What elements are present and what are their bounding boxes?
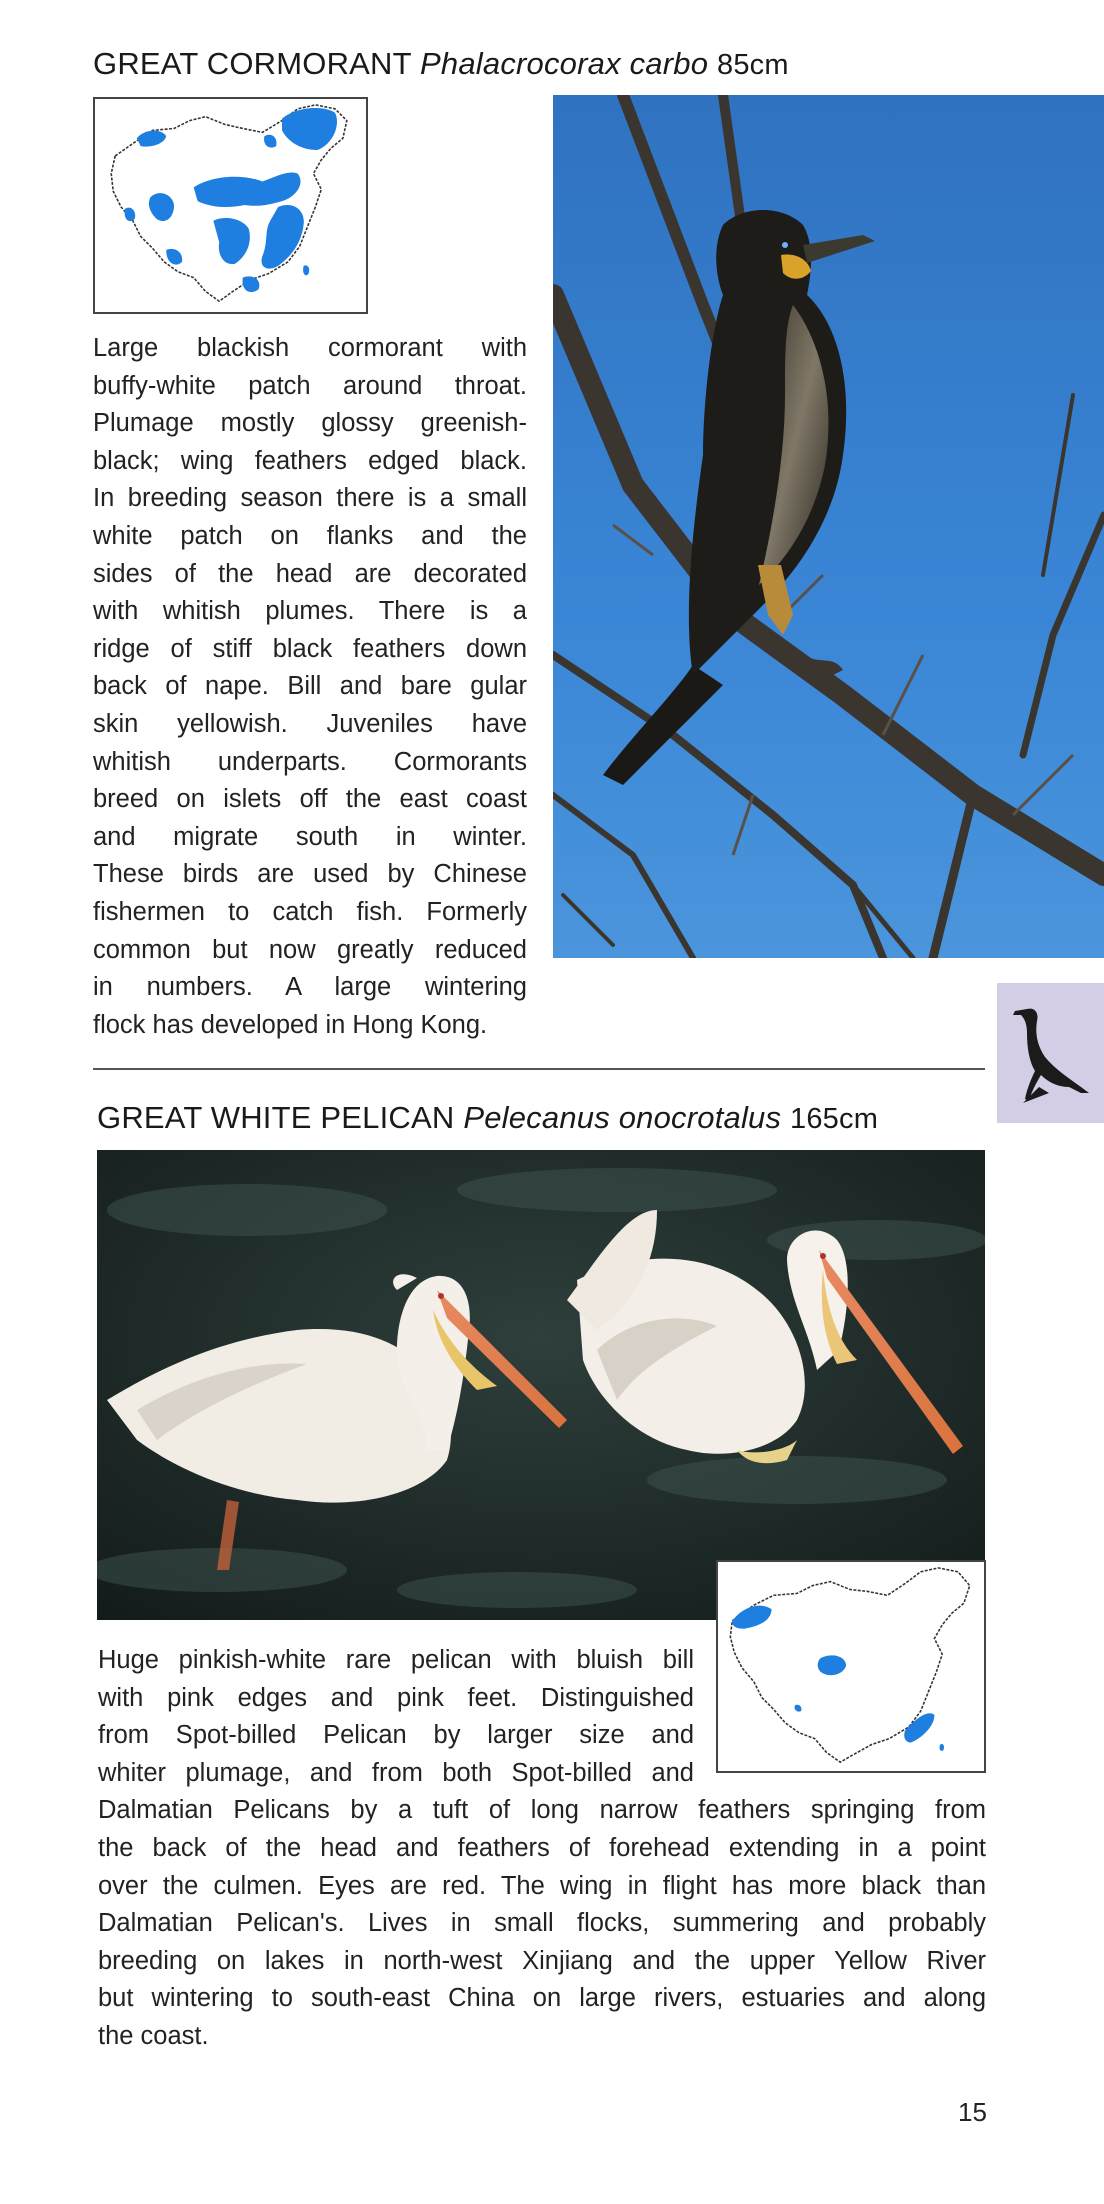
pelican-description-line: Dalmatian Pelicans by a tuft of long narrow feathers springing from — [98, 1796, 986, 1825]
china-map-cormorant — [95, 99, 366, 312]
two-pelicans-on-water-image — [97, 1150, 985, 1620]
cormorant-photo — [553, 95, 1104, 958]
cormorant-size: 85cm — [716, 49, 789, 81]
cormorant-description-line: back of nape. Bill and bare gular — [93, 672, 527, 701]
pelican-description-line: breeding on lakes in north-west Xinjiang and the upper Yellow River — [98, 1946, 986, 1975]
cormorant-description-line: sides of the head are decorated — [93, 559, 527, 588]
cormorant-description-line: black; wing feathers edged black. — [93, 446, 527, 475]
cormorant-description-line: whitish underparts. Cormorants — [93, 747, 527, 776]
pelican-description — [98, 1642, 986, 2056]
pelican-photo — [97, 1150, 985, 1620]
cormorant-description-line: white patch on flanks and the — [93, 521, 527, 550]
cormorant-description-line: These birds are used by Chinese — [93, 860, 527, 889]
pelican-description-line: with pink edges and pink feet. Distinguished — [98, 1683, 694, 1712]
pelican-size: 165cm — [790, 1103, 879, 1135]
cormorant-heading — [93, 46, 789, 82]
section-tab — [997, 983, 1104, 1123]
cormorant-on-branch-image — [553, 95, 1104, 958]
cormorant-description-line: with whitish plumes. There is a — [93, 597, 527, 626]
cormorant-description-line: flock has developed in Hong Kong. — [93, 1010, 488, 1039]
section-divider — [93, 1068, 985, 1070]
cormorant-description-line: fishermen to catch fish. Formerly — [93, 897, 527, 926]
cormorant-description-line: Large blackish cormorant with — [93, 334, 527, 362]
pelican-description-line: over the culmen. Eyes are red. The wing in flight has more black than — [98, 1871, 986, 1900]
cormorant-description-line: Plumage mostly glossy greenish- — [93, 409, 527, 438]
cormorant-description-line: breed on islets off the east coast — [93, 785, 527, 814]
pelican-description-line: but wintering to south-east China on large rivers, estuaries and along — [98, 1984, 986, 2013]
pelican-common-name: GREAT WHITE PELICAN — [97, 1100, 455, 1135]
pelican-description-line: Dalmatian Pelican's. Lives in small flocks, summering and probably — [98, 1909, 986, 1938]
cormorant-silhouette-icon — [997, 983, 1104, 1123]
pelican-heading — [97, 1100, 878, 1136]
page-number: 15 — [958, 2097, 987, 2127]
cormorant-range-map — [93, 97, 368, 314]
pelican-description-line: the back of the head and feathers of forehead extending in a point — [98, 1833, 986, 1862]
pelican-description-line: whiter plumage, and from both Spot-billed and — [98, 1758, 694, 1787]
cormorant-description-line: skin yellowish. Juveniles have — [93, 709, 527, 738]
cormorant-description-line: ridge of stiff black feathers down — [93, 634, 527, 663]
pelican-description-line: the coast. — [98, 2021, 209, 2050]
cormorant-description — [93, 330, 527, 1044]
cormorant-common-name: GREAT CORMORANT — [93, 46, 412, 81]
cormorant-description-line: in numbers. A large wintering — [93, 973, 527, 1002]
cormorant-description-line: buffy-white patch around throat. — [93, 371, 527, 400]
pelican-description-line: Huge pinkish-white rare pelican with bluish bill — [98, 1646, 694, 1674]
pelican-scientific-name: Pelecanus onocrotalus — [463, 1100, 782, 1135]
cormorant-description-line: and migrate south in winter. — [93, 822, 527, 851]
cormorant-description-line: In breeding season there is a small — [93, 484, 527, 513]
cormorant-scientific-name: Phalacrocorax carbo — [420, 46, 709, 81]
pelican-description-line: from Spot-billed Pelican by larger size and — [98, 1721, 694, 1750]
cormorant-description-line: common but now greatly reduced — [93, 935, 527, 964]
